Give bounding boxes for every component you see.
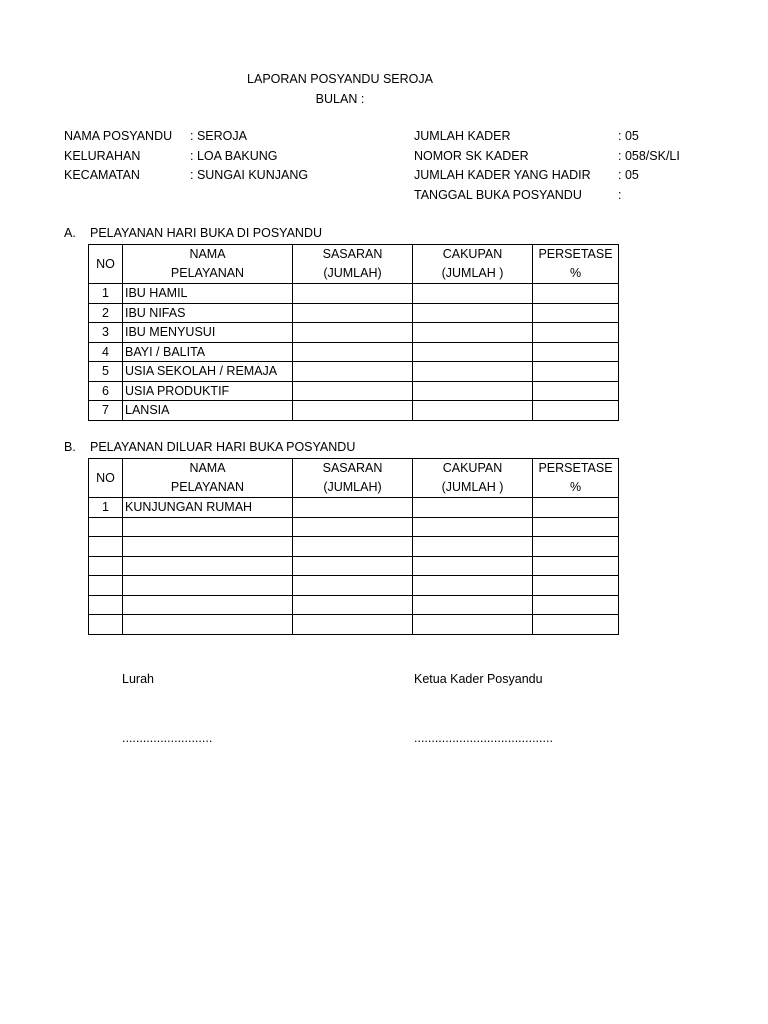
report-month: BULAN :: [315, 92, 365, 106]
row-cakupan-cell[interactable]: [413, 342, 533, 362]
signature-lurah-line: ..........................: [122, 731, 213, 745]
row-sasaran-cell[interactable]: [293, 595, 413, 615]
row-cakupan-cell[interactable]: [413, 537, 533, 557]
row-no: 1: [89, 498, 123, 518]
row-sasaran-cell[interactable]: [293, 537, 413, 557]
table-header-row: [89, 459, 619, 498]
table-row: [89, 381, 619, 401]
row-sasaran-cell[interactable]: [293, 342, 413, 362]
row-nama: [123, 576, 293, 596]
row-no: [89, 556, 123, 576]
header-cakupan: CAKUPAN (JUMLAH ): [413, 245, 533, 284]
row-nama: IBU HAMIL: [123, 284, 293, 304]
row-cakupan-cell[interactable]: [413, 517, 533, 537]
row-sasaran-cell[interactable]: [293, 362, 413, 382]
row-persen-cell[interactable]: [533, 556, 619, 576]
info-value: :: [618, 187, 622, 202]
table-row: [89, 303, 619, 323]
row-sasaran-cell[interactable]: [293, 303, 413, 323]
row-no: 1: [89, 284, 123, 304]
section-a-heading: [64, 226, 322, 240]
row-no: 4: [89, 342, 123, 362]
table-row: [89, 615, 619, 635]
row-persen-cell[interactable]: [533, 284, 619, 304]
info-value: : SEROJA: [190, 129, 247, 143]
info-label: KECAMATAN: [64, 168, 140, 182]
row-nama: LANSIA: [123, 401, 293, 421]
row-no: [89, 537, 123, 557]
row-nama: IBU NIFAS: [123, 303, 293, 323]
report-title: LAPORAN POSYANDU SEROJA: [247, 72, 433, 86]
table-row: [89, 362, 619, 382]
row-sasaran-cell[interactable]: [293, 323, 413, 343]
header-nama: NAMA PELAYANAN: [123, 245, 293, 284]
row-no: 5: [89, 362, 123, 382]
row-cakupan-cell[interactable]: [413, 381, 533, 401]
header-persentase: PERSETASE %: [533, 459, 619, 498]
row-nama: [123, 595, 293, 615]
info-value: : 05: [618, 129, 639, 143]
header-cakupan: CAKUPAN (JUMLAH ): [413, 459, 533, 498]
table-row: [89, 342, 619, 362]
row-sasaran-cell[interactable]: [293, 498, 413, 518]
section-letter: A.: [64, 226, 76, 240]
table-header-row: [89, 245, 619, 284]
table-row: [89, 595, 619, 615]
row-sasaran-cell[interactable]: [293, 576, 413, 596]
info-label: TANGGAL BUKA POSYANDU: [414, 187, 582, 202]
info-label: KELURAHAN: [64, 148, 141, 163]
table-row: [89, 556, 619, 576]
row-cakupan-cell[interactable]: [413, 595, 533, 615]
header-no: NO: [89, 459, 123, 498]
row-no: [89, 615, 123, 635]
header-nama: NAMA PELAYANAN: [123, 459, 293, 498]
row-persen-cell[interactable]: [533, 615, 619, 635]
table-row: [89, 284, 619, 304]
section-b-heading: [64, 440, 355, 454]
section-b-table: [88, 458, 619, 635]
table-row: [89, 537, 619, 557]
row-nama: BAYI / BALITA: [123, 342, 293, 362]
row-persen-cell[interactable]: [533, 323, 619, 343]
row-no: [89, 576, 123, 596]
info-value: : LOA BAKUNG: [190, 148, 278, 163]
info-value: : SUNGAI KUNJANG: [190, 168, 309, 182]
row-no: 6: [89, 381, 123, 401]
row-no: 2: [89, 303, 123, 323]
row-cakupan-cell[interactable]: [413, 576, 533, 596]
row-cakupan-cell[interactable]: [413, 615, 533, 635]
header-no: NO: [89, 245, 123, 284]
signature-lurah-title: Lurah: [122, 672, 154, 686]
row-persen-cell[interactable]: [533, 537, 619, 557]
row-cakupan-cell[interactable]: [413, 284, 533, 304]
row-persen-cell[interactable]: [533, 498, 619, 518]
row-cakupan-cell[interactable]: [413, 401, 533, 421]
row-no: 7: [89, 401, 123, 421]
section-title: PELAYANAN DILUAR HARI BUKA POSYANDU: [90, 440, 356, 454]
table-row: [89, 517, 619, 537]
row-persen-cell[interactable]: [533, 362, 619, 382]
row-nama: USIA PRODUKTIF: [123, 381, 293, 401]
info-label: NOMOR SK KADER: [414, 148, 529, 163]
section-letter: B.: [64, 440, 76, 454]
row-no: 3: [89, 323, 123, 343]
row-sasaran-cell[interactable]: [293, 401, 413, 421]
info-right-labels: [414, 127, 591, 205]
row-nama: [123, 517, 293, 537]
row-cakupan-cell[interactable]: [413, 303, 533, 323]
table-row: [89, 401, 619, 421]
row-nama: [123, 556, 293, 576]
row-sasaran-cell[interactable]: [293, 615, 413, 635]
row-persen-cell[interactable]: [533, 595, 619, 615]
row-sasaran-cell[interactable]: [293, 517, 413, 537]
section-title: PELAYANAN HARI BUKA DI POSYANDU: [90, 226, 323, 240]
row-persen-cell[interactable]: [533, 381, 619, 401]
row-cakupan-cell[interactable]: [413, 362, 533, 382]
row-cakupan-cell[interactable]: [413, 498, 533, 518]
row-sasaran-cell[interactable]: [293, 556, 413, 576]
info-value: : 05: [618, 168, 639, 182]
table-row: [89, 576, 619, 596]
row-persen-cell[interactable]: [533, 401, 619, 421]
header-sasaran: SASARAN (JUMLAH): [293, 245, 413, 284]
row-no: [89, 517, 123, 537]
section-a-table: [88, 244, 619, 421]
table-row: [89, 498, 619, 518]
info-label: JUMLAH KADER YANG HADIR: [414, 168, 591, 182]
info-left-values: [190, 127, 308, 186]
row-sasaran-cell[interactable]: [293, 284, 413, 304]
row-nama: IBU MENYUSUI: [123, 323, 293, 343]
row-nama: [123, 615, 293, 635]
info-right-values: [618, 127, 680, 205]
info-value: : 058/SK/LI: [618, 148, 680, 163]
header-sasaran: SASARAN (JUMLAH): [293, 459, 413, 498]
row-nama: KUNJUNGAN RUMAH: [123, 498, 293, 518]
row-nama: USIA SEKOLAH / REMAJA: [123, 362, 293, 382]
row-nama: [123, 537, 293, 557]
row-sasaran-cell[interactable]: [293, 381, 413, 401]
row-no: [89, 595, 123, 615]
row-persen-cell[interactable]: [533, 576, 619, 596]
row-persen-cell[interactable]: [533, 517, 619, 537]
row-persen-cell[interactable]: [533, 303, 619, 323]
info-label: JUMLAH KADER: [414, 129, 511, 143]
row-persen-cell[interactable]: [533, 342, 619, 362]
table-row: [89, 323, 619, 343]
row-cakupan-cell[interactable]: [413, 556, 533, 576]
row-cakupan-cell[interactable]: [413, 323, 533, 343]
header-persentase: PERSETASE %: [533, 245, 619, 284]
signature-ketua-line: ........................................: [414, 731, 553, 745]
info-label: NAMA POSYANDU: [64, 129, 173, 143]
info-left-labels: [64, 127, 172, 186]
signature-ketua-title: Ketua Kader Posyandu: [414, 672, 543, 686]
